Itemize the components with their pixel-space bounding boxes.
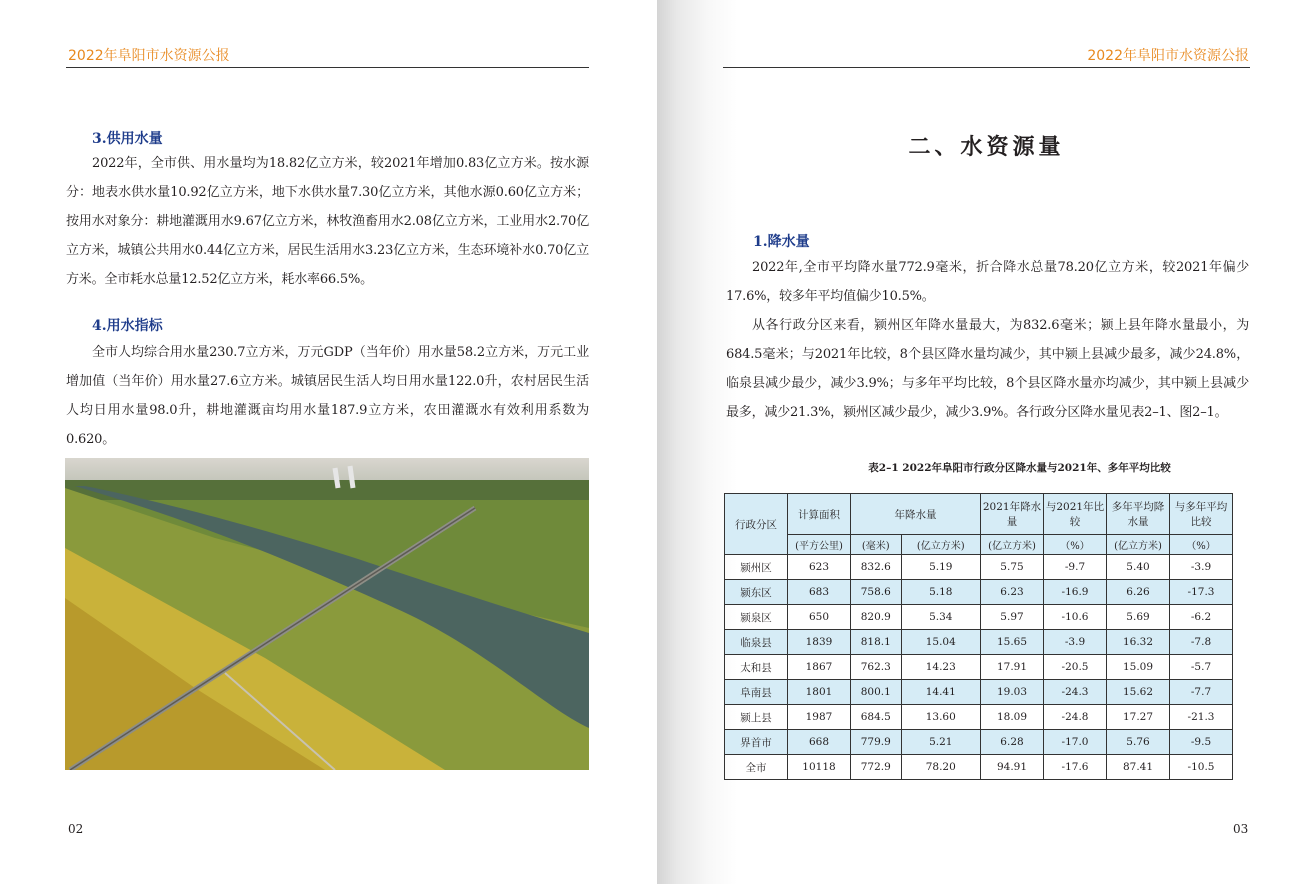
- paragraph: 2022年,全市平均降水量772.9毫米，折合降水总量78.20亿立方米，较2021年偏少17.6%，较多年平均值偏少10.5%。: [726, 260, 1249, 304]
- data-cell: 668: [788, 730, 851, 755]
- header-cell: 行政分区: [725, 494, 788, 555]
- data-cell: 6.28: [981, 730, 1044, 755]
- data-cell: 772.9: [851, 755, 902, 780]
- data-cell: 78.20: [901, 755, 980, 780]
- data-cell: 779.9: [851, 730, 902, 755]
- unit-cell: (亿立方米): [901, 535, 980, 555]
- data-cell: -21.3: [1170, 705, 1233, 730]
- data-cell: 623: [788, 555, 851, 580]
- data-cell: 1867: [788, 655, 851, 680]
- unit-cell: (毫米): [851, 535, 902, 555]
- data-cell: 17.27: [1107, 705, 1170, 730]
- data-cell: 5.69: [1107, 605, 1170, 630]
- data-cell: 15.09: [1107, 655, 1170, 680]
- data-cell: 832.6: [851, 555, 902, 580]
- data-cell: 5.76: [1107, 730, 1170, 755]
- data-cell: -7.7: [1170, 680, 1233, 705]
- unit-cell: （%）: [1044, 535, 1107, 555]
- data-cell: -5.7: [1170, 655, 1233, 680]
- data-cell: -3.9: [1044, 630, 1107, 655]
- data-cell: 6.23: [981, 580, 1044, 605]
- data-cell: 13.60: [901, 705, 980, 730]
- data-cell: 650: [788, 605, 851, 630]
- table-row: [725, 680, 1233, 705]
- data-cell: 16.32: [1107, 630, 1170, 655]
- data-cell: 5.97: [981, 605, 1044, 630]
- data-cell: 18.09: [981, 705, 1044, 730]
- data-cell: 1801: [788, 680, 851, 705]
- region-cell: 太和县: [725, 655, 788, 680]
- table-row: [725, 755, 1233, 780]
- data-cell: 820.9: [851, 605, 902, 630]
- data-cell: 5.34: [901, 605, 980, 630]
- data-cell: -16.9: [1044, 580, 1107, 605]
- data-cell: -9.5: [1170, 730, 1233, 755]
- data-cell: 87.41: [1107, 755, 1170, 780]
- data-cell: -9.7: [1044, 555, 1107, 580]
- unit-cell: (亿立方米): [981, 535, 1044, 555]
- header-cell: 多年平均降水量: [1107, 494, 1170, 535]
- data-cell: -20.5: [1044, 655, 1107, 680]
- table-row: [725, 655, 1233, 680]
- aerial-river-bridge-photo: [65, 458, 589, 770]
- data-cell: 5.75: [981, 555, 1044, 580]
- region-cell: 全市: [725, 755, 788, 780]
- region-cell: 颍东区: [725, 580, 788, 605]
- region-cell: 颍泉区: [725, 605, 788, 630]
- table-caption: 表2–1 2022年阜阳市行政分区降水量与2021年、多年平均比较: [868, 462, 1171, 474]
- unit-cell: （%）: [1170, 535, 1233, 555]
- data-cell: 15.04: [901, 630, 980, 655]
- section-heading: 1.降水量: [753, 234, 810, 250]
- data-cell: 5.18: [901, 580, 980, 605]
- header-rule: [66, 67, 589, 68]
- region-cell: 界首市: [725, 730, 788, 755]
- data-cell: -17.6: [1044, 755, 1107, 780]
- data-cell: 10118: [788, 755, 851, 780]
- data-cell: -10.6: [1044, 605, 1107, 630]
- section-heading: 3.供用水量: [92, 131, 163, 147]
- table-row: [725, 630, 1233, 655]
- chapter-title: 二、水资源量: [908, 134, 1065, 160]
- data-cell: 6.26: [1107, 580, 1170, 605]
- data-cell: -17.3: [1170, 580, 1233, 605]
- region-cell: 临泉县: [725, 630, 788, 655]
- data-cell: 818.1: [851, 630, 902, 655]
- section-heading: 4.用水指标: [92, 318, 163, 334]
- data-cell: -3.9: [1170, 555, 1233, 580]
- data-cell: 684.5: [851, 705, 902, 730]
- data-cell: 17.91: [981, 655, 1044, 680]
- table-row: [725, 605, 1233, 630]
- precipitation-table: [724, 493, 1233, 780]
- data-cell: -17.0: [1044, 730, 1107, 755]
- header-cell: 与2021年比较: [1044, 494, 1107, 535]
- running-header: 2022年阜阳市水资源公报: [68, 48, 230, 64]
- header-cell: 2021年降水量: [981, 494, 1044, 535]
- right-page: [657, 0, 1316, 884]
- data-cell: 14.41: [901, 680, 980, 705]
- running-header: 2022年阜阳市水资源公报: [1087, 48, 1249, 64]
- header-cell: 年降水量: [851, 494, 981, 535]
- page-number: 02: [68, 822, 84, 836]
- table-row: [725, 730, 1233, 755]
- unit-cell: (亿立方米): [1107, 535, 1170, 555]
- table-row: [725, 580, 1233, 605]
- page-number: 03: [1233, 822, 1249, 836]
- data-cell: 1987: [788, 705, 851, 730]
- table-row: [725, 555, 1233, 580]
- data-cell: 758.6: [851, 580, 902, 605]
- data-cell: -24.8: [1044, 705, 1107, 730]
- data-cell: -10.5: [1170, 755, 1233, 780]
- data-cell: 683: [788, 580, 851, 605]
- header-cell: 计算面积: [788, 494, 851, 535]
- paragraph: 2022年，全市供、用水量均为18.82亿立方米，较2021年增加0.83亿立方米。按水源分：地表水供水量10.92亿立方米，地下水供水量7.30亿立方米，其他水源0.60亿立方米；按用水对象分：耕地灌溉用水9.67亿立方米，林牧渔畜用水2.08亿立方米，工业用水2.70亿立方米，城镇公共用水0.44亿立方米，居民生活用水3.23亿立方米，生态环境补水0.70亿立方米。全市耗水总量12.52亿立方米，耗水率66.5%。: [66, 156, 589, 287]
- data-cell: 5.21: [901, 730, 980, 755]
- data-cell: -24.3: [1044, 680, 1107, 705]
- region-cell: 颍州区: [725, 555, 788, 580]
- data-cell: 15.65: [981, 630, 1044, 655]
- data-cell: -6.2: [1170, 605, 1233, 630]
- data-cell: 762.3: [851, 655, 902, 680]
- data-cell: 5.40: [1107, 555, 1170, 580]
- data-cell: 800.1: [851, 680, 902, 705]
- unit-cell: (平方公里): [788, 535, 851, 555]
- header-rule: [723, 67, 1250, 68]
- left-page: [0, 0, 657, 884]
- data-cell: 94.91: [981, 755, 1044, 780]
- data-cell: 19.03: [981, 680, 1044, 705]
- data-cell: 14.23: [901, 655, 980, 680]
- data-cell: 1839: [788, 630, 851, 655]
- paragraph: 从各行政分区来看，颍州区年降水量最大，为832.6毫米；颍上县年降水量最小，为684.5毫米；与2021年比较，8个县区降水量均减少，其中颍上县减少最多，减少24.8%，临泉县减少最少，减少3.9%；与多年平均比较，8个县区降水量亦均减少，其中颍上县减少最多，减少21.3%，颍州区减少最少，减少3.9%。各行政分区降水量见表2–1、图2–1。: [726, 318, 1249, 420]
- data-cell: 15.62: [1107, 680, 1170, 705]
- region-cell: 颍上县: [725, 705, 788, 730]
- region-cell: 阜南县: [725, 680, 788, 705]
- paragraph: 全市人均综合用水量230.7立方米，万元GDP（当年价）用水量58.2立方米，万元工业增加值（当年价）用水量27.6立方米。城镇居民生活人均日用水量122.0升，农村居民生活人均日用水量98.0升，耕地灌溉亩均用水量187.9立方米，农田灌溉水有效利用系数为0.620。: [66, 345, 589, 447]
- table-row: [725, 705, 1233, 730]
- data-cell: 5.19: [901, 555, 980, 580]
- header-cell: 与多年平均比较: [1170, 494, 1233, 535]
- data-cell: -7.8: [1170, 630, 1233, 655]
